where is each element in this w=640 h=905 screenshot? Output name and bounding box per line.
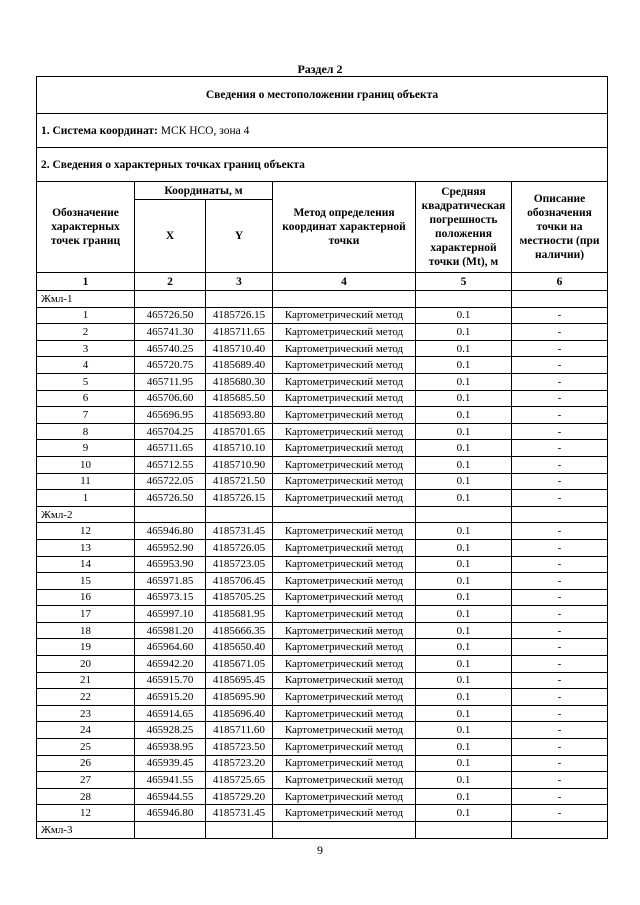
table-row [37,407,608,424]
coord-x: 465726.50 [135,307,206,324]
table-row [37,573,608,590]
description-cell: - [512,523,608,540]
coord-y: 4185701.65 [206,423,273,440]
table-row [37,539,608,556]
coord-x: 465914.65 [135,705,206,722]
group-row [37,822,608,839]
accuracy-cell: 0.1 [416,573,512,590]
header-accuracy: Средняя квадратическая погрешность положения характерной точки (Mt), м [416,182,512,273]
point-number: 7 [37,407,135,424]
group-row [37,506,608,523]
point-number: 25 [37,739,135,756]
point-number: 9 [37,440,135,457]
point-number: 11 [37,473,135,490]
accuracy-cell: 0.1 [416,440,512,457]
coord-y: 4185685.50 [206,390,273,407]
empty-cell [512,291,608,308]
coord-x: 465696.95 [135,407,206,424]
method-cell: Картометрический метод [273,672,416,689]
coord-y: 4185723.05 [206,556,273,573]
coord-x: 465971.85 [135,573,206,590]
coord-x: 465953.90 [135,556,206,573]
accuracy-cell: 0.1 [416,324,512,341]
description-cell: - [512,722,608,739]
column-number: 1 [37,273,135,291]
coord-x: 465939.45 [135,755,206,772]
accuracy-cell: 0.1 [416,606,512,623]
empty-cell [206,506,273,523]
method-cell: Картометрический метод [273,772,416,789]
accuracy-cell: 0.1 [416,705,512,722]
coord-x: 465711.65 [135,440,206,457]
table-row [37,772,608,789]
description-cell: - [512,606,608,623]
accuracy-cell: 0.1 [416,373,512,390]
method-cell: Картометрический метод [273,788,416,805]
point-number: 26 [37,755,135,772]
point-number: 8 [37,423,135,440]
point-number: 10 [37,456,135,473]
table-row [37,689,608,706]
point-number: 2 [37,324,135,341]
description-cell: - [512,622,608,639]
coord-y: 4185726.15 [206,490,273,507]
boundary-points-table [36,76,608,839]
coord-y: 4185650.40 [206,639,273,656]
coord-y: 4185666.35 [206,622,273,639]
group-name: Жмл-3 [37,822,135,839]
coord-x: 465740.25 [135,340,206,357]
coord-y: 4185726.15 [206,307,273,324]
description-cell: - [512,556,608,573]
description-cell: - [512,324,608,341]
description-cell: - [512,407,608,424]
description-cell: - [512,772,608,789]
coord-y: 4185710.10 [206,440,273,457]
table-row [37,722,608,739]
coord-x: 465946.80 [135,805,206,822]
coord-y: 4185723.20 [206,755,273,772]
method-cell: Картометрический метод [273,324,416,341]
coord-x: 465973.15 [135,589,206,606]
accuracy-cell: 0.1 [416,473,512,490]
accuracy-cell: 0.1 [416,523,512,540]
accuracy-cell: 0.1 [416,490,512,507]
coord-x: 465997.10 [135,606,206,623]
method-cell: Картометрический метод [273,622,416,639]
coord-x: 465712.55 [135,456,206,473]
header-y: Y [206,200,273,273]
empty-cell [512,506,608,523]
empty-cell [416,822,512,839]
coord-y: 4185710.40 [206,340,273,357]
description-cell: - [512,440,608,457]
coord-x: 465722.05 [135,473,206,490]
method-cell: Картометрический метод [273,423,416,440]
accuracy-cell: 0.1 [416,639,512,656]
method-cell: Картометрический метод [273,573,416,590]
coord-y: 4185689.40 [206,357,273,374]
accuracy-cell: 0.1 [416,539,512,556]
table-row [37,473,608,490]
description-cell: - [512,656,608,673]
coord-y: 4185725.65 [206,772,273,789]
method-cell: Картометрический метод [273,606,416,623]
accuracy-cell: 0.1 [416,407,512,424]
column-number: 2 [135,273,206,291]
method-cell: Картометрический метод [273,739,416,756]
empty-cell [273,822,416,839]
coord-x: 465704.25 [135,423,206,440]
table-row [37,373,608,390]
accuracy-cell: 0.1 [416,556,512,573]
point-number: 20 [37,656,135,673]
point-number: 17 [37,606,135,623]
empty-cell [135,506,206,523]
column-number: 3 [206,273,273,291]
header-coordinates: Координаты, м [135,182,273,200]
table-row [37,490,608,507]
coord-x: 465946.80 [135,523,206,540]
table-row [37,357,608,374]
method-cell: Картометрический метод [273,539,416,556]
method-cell: Картометрический метод [273,473,416,490]
description-cell: - [512,473,608,490]
coord-y: 4185681.95 [206,606,273,623]
empty-cell [206,291,273,308]
method-cell: Картометрический метод [273,805,416,822]
accuracy-cell: 0.1 [416,772,512,789]
point-number: 28 [37,788,135,805]
section-title: Раздел 2 [297,62,343,76]
point-number: 12 [37,523,135,540]
empty-cell [416,506,512,523]
accuracy-cell: 0.1 [416,307,512,324]
accuracy-cell: 0.1 [416,390,512,407]
empty-cell [273,506,416,523]
coord-y: 4185721.50 [206,473,273,490]
coord-x: 465720.75 [135,357,206,374]
method-cell: Картометрический метод [273,755,416,772]
table-row [37,739,608,756]
method-cell: Картометрический метод [273,556,416,573]
point-number: 4 [37,357,135,374]
table-row [37,755,608,772]
table-row [37,340,608,357]
coord-y: 4185710.90 [206,456,273,473]
coord-y: 4185695.45 [206,672,273,689]
point-number: 23 [37,705,135,722]
method-cell: Картометрический метод [273,722,416,739]
description-cell: - [512,639,608,656]
description-cell: - [512,755,608,772]
method-cell: Картометрический метод [273,373,416,390]
coord-system-cell [37,114,608,148]
coord-y: 4185693.80 [206,407,273,424]
accuracy-cell: 0.1 [416,739,512,756]
point-number: 15 [37,573,135,590]
point-number: 21 [37,672,135,689]
accuracy-cell: 0.1 [416,622,512,639]
accuracy-cell: 0.1 [416,755,512,772]
point-number: 1 [37,490,135,507]
point-number: 6 [37,390,135,407]
method-cell: Картометрический метод [273,390,416,407]
description-cell: - [512,739,608,756]
method-cell: Картометрический метод [273,689,416,706]
coord-y: 4185723.50 [206,739,273,756]
point-number: 16 [37,589,135,606]
point-number: 18 [37,622,135,639]
method-cell: Картометрический метод [273,705,416,722]
table-row [37,622,608,639]
point-number: 5 [37,373,135,390]
table-row [37,639,608,656]
empty-cell [135,291,206,308]
description-cell: - [512,672,608,689]
coord-x: 465741.30 [135,324,206,341]
description-cell: - [512,307,608,324]
points-heading: 2. Сведения о характерных точках границ объекта [37,148,608,182]
description-cell: - [512,490,608,507]
page-number: 9 [317,843,323,857]
coord-x: 465711.95 [135,373,206,390]
table-row [37,324,608,341]
empty-cell [206,822,273,839]
coord-y: 4185711.60 [206,722,273,739]
group-name: Жмл-2 [37,506,135,523]
coord-x: 465938.95 [135,739,206,756]
coord-y: 4185680.30 [206,373,273,390]
point-number: 14 [37,556,135,573]
header-method: Метод определения координат характерной точки [273,182,416,273]
description-cell: - [512,705,608,722]
coord-x: 465941.55 [135,772,206,789]
point-number: 3 [37,340,135,357]
coord-y: 4185705.25 [206,589,273,606]
table-row [37,788,608,805]
description-cell: - [512,805,608,822]
coord-x: 465942.20 [135,656,206,673]
table-row [37,456,608,473]
method-cell: Картометрический метод [273,589,416,606]
empty-cell [135,822,206,839]
point-number: 27 [37,772,135,789]
method-cell: Картометрический метод [273,440,416,457]
description-cell: - [512,373,608,390]
accuracy-cell: 0.1 [416,357,512,374]
table-row [37,672,608,689]
point-number: 19 [37,639,135,656]
table-row [37,423,608,440]
accuracy-cell: 0.1 [416,689,512,706]
accuracy-cell: 0.1 [416,423,512,440]
empty-cell [416,291,512,308]
group-name: Жмл-1 [37,291,135,308]
method-cell: Картометрический метод [273,307,416,324]
point-number: 22 [37,689,135,706]
coord-y: 4185695.90 [206,689,273,706]
table-row [37,606,608,623]
table-row [37,556,608,573]
accuracy-cell: 0.1 [416,788,512,805]
method-cell: Картометрический метод [273,340,416,357]
method-cell: Картометрический метод [273,656,416,673]
section-heading: Сведения о местоположении границ объекта [37,77,608,114]
accuracy-cell: 0.1 [416,656,512,673]
empty-cell [512,822,608,839]
group-row [37,291,608,308]
point-number: 12 [37,805,135,822]
coord-y: 4185711.65 [206,324,273,341]
empty-cell [273,291,416,308]
method-cell: Картометрический метод [273,407,416,424]
coord-x: 465981.20 [135,622,206,639]
coord-x: 465706.60 [135,390,206,407]
header-description: Описание обозначения точки на местности (при наличии) [512,182,608,273]
coord-x: 465952.90 [135,539,206,556]
point-number: 24 [37,722,135,739]
column-number: 6 [512,273,608,291]
coord-system-value: МСК НСО, зона 4 [160,124,250,137]
accuracy-cell: 0.1 [416,722,512,739]
column-number: 4 [273,273,416,291]
coord-y: 4185671.05 [206,656,273,673]
table-row [37,589,608,606]
coord-x: 465964.60 [135,639,206,656]
description-cell: - [512,340,608,357]
description-cell: - [512,456,608,473]
accuracy-cell: 0.1 [416,672,512,689]
coord-x: 465944.55 [135,788,206,805]
description-cell: - [512,539,608,556]
description-cell: - [512,689,608,706]
coord-y: 4185731.45 [206,805,273,822]
coord-x: 465915.70 [135,672,206,689]
description-cell: - [512,788,608,805]
method-cell: Картометрический метод [273,639,416,656]
description-cell: - [512,357,608,374]
table-row [37,390,608,407]
table-row [37,440,608,457]
header-x: X [135,200,206,273]
coord-y: 4185726.05 [206,539,273,556]
coord-system-label: 1. Система координат: [41,124,158,137]
column-number: 5 [416,273,512,291]
coord-x: 465726.50 [135,490,206,507]
header-point-designation: Обозначение характерных точек границ [37,182,135,273]
table-row [37,523,608,540]
accuracy-cell: 0.1 [416,456,512,473]
coord-x: 465915.20 [135,689,206,706]
method-cell: Картометрический метод [273,456,416,473]
point-number: 13 [37,539,135,556]
accuracy-cell: 0.1 [416,589,512,606]
description-cell: - [512,390,608,407]
point-number: 1 [37,307,135,324]
method-cell: Картометрический метод [273,357,416,374]
accuracy-cell: 0.1 [416,340,512,357]
coord-x: 465928.25 [135,722,206,739]
accuracy-cell: 0.1 [416,805,512,822]
coord-y: 4185731.45 [206,523,273,540]
description-cell: - [512,589,608,606]
coord-y: 4185729.20 [206,788,273,805]
table-row [37,307,608,324]
table-row [37,656,608,673]
table-row [37,705,608,722]
table-row [37,805,608,822]
coord-y: 4185696.40 [206,705,273,722]
description-cell: - [512,573,608,590]
method-cell: Картометрический метод [273,523,416,540]
description-cell: - [512,423,608,440]
coord-y: 4185706.45 [206,573,273,590]
method-cell: Картометрический метод [273,490,416,507]
